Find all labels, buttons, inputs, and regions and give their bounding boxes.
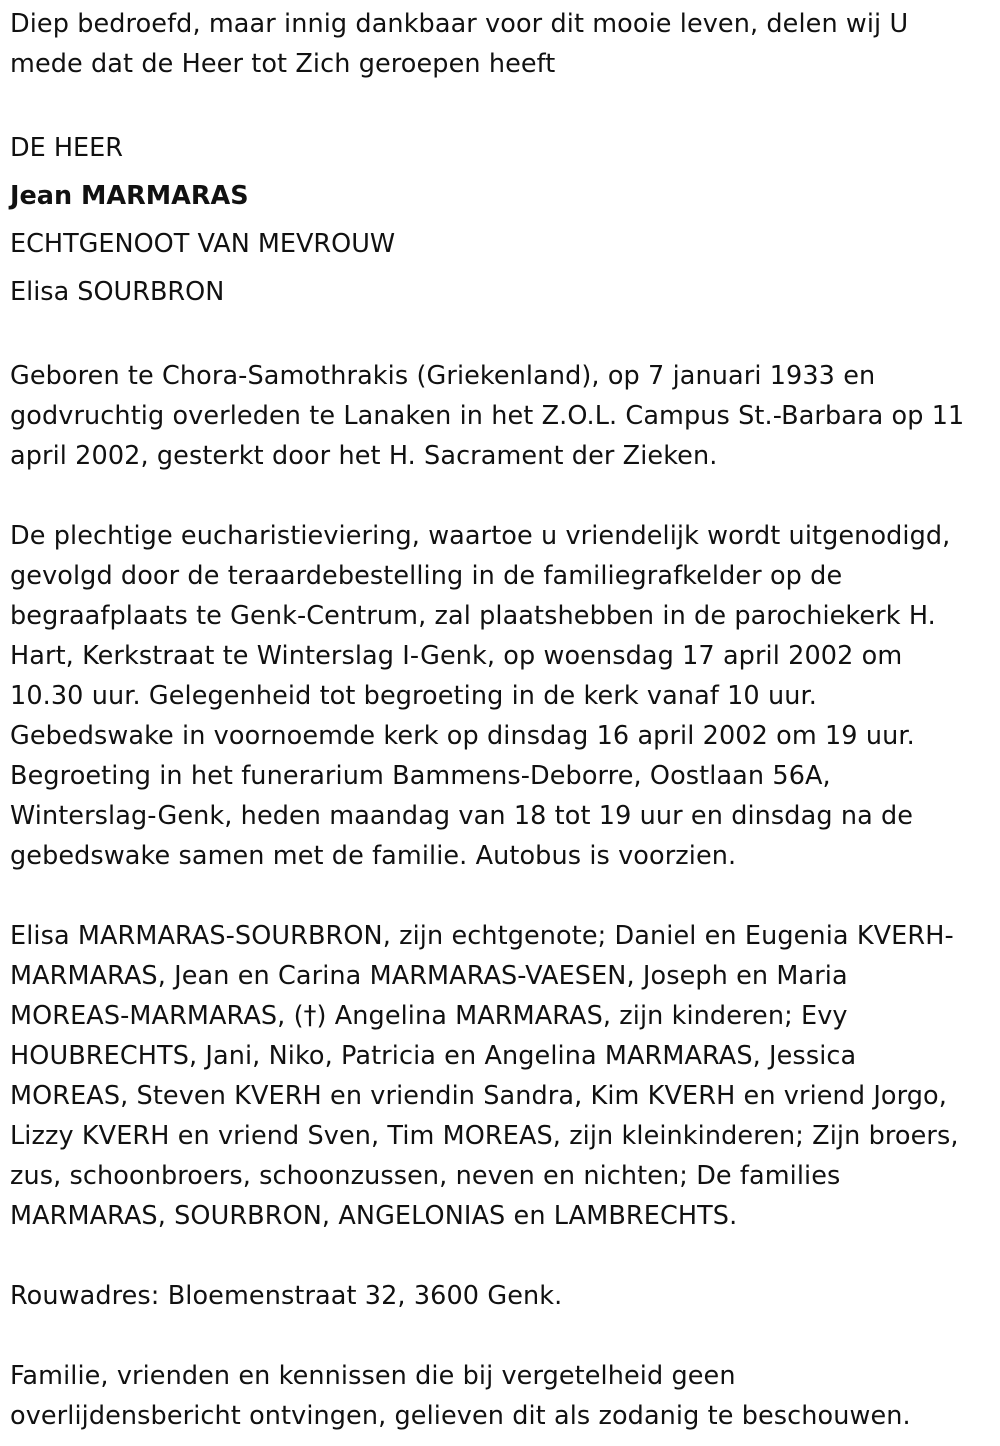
closing-paragraph bbox=[10, 1356, 1000, 1436]
birth-paragraph bbox=[10, 356, 1000, 476]
mourning-address: Rouwadres: Bloemenstraat 32, 3600 Genk. bbox=[10, 1281, 563, 1311]
family-line: Lizzy KVERH en vriend Sven, Tim MOREAS, zijn kleinkinderen; Zijn broers, bbox=[10, 1121, 959, 1151]
deceased-relation: ECHTGENOOT VAN MEVROUW bbox=[10, 229, 396, 259]
family-line: MOREAS, Steven KVERH en vriendin Sandra, Kim KVERH en vriend Jorgo, bbox=[10, 1081, 947, 1111]
ceremony-line: Gebedswake in voornoemde kerk op dinsdag 16 april 2002 om 19 uur. bbox=[10, 721, 915, 751]
intro-line-1: Diep bedroefd, maar innig dankbaar voor dit mooie leven, delen wij U bbox=[10, 9, 909, 39]
ceremony-line: Hart, Kerkstraat te Winterslag I-Genk, op woensdag 17 april 2002 om bbox=[10, 641, 903, 671]
spouse-name: Elisa SOURBRON bbox=[10, 277, 225, 307]
ceremony-line: 10.30 uur. Gelegenheid tot begroeting in de kerk vanaf 10 uur. bbox=[10, 681, 817, 711]
intro-paragraph bbox=[10, 4, 1000, 84]
deceased-title: DE HEER bbox=[10, 133, 123, 163]
family-line: MARMARAS, Jean en Carina MARMARAS-VAESEN, Joseph en Maria bbox=[10, 961, 848, 991]
birth-line: godvruchtig overleden te Lanaken in het Z.O.L. Campus St.-Barbara op 11 bbox=[10, 401, 965, 431]
family-line: Elisa MARMARAS-SOURBRON, zijn echtgenote; Daniel en Eugenia KVERH- bbox=[10, 921, 954, 951]
ceremony-line: gevolgd door de teraardebestelling in de familiegrafkelder op de bbox=[10, 561, 843, 591]
ceremony-line: Begroeting in het funerarium Bammens-Deborre, Oostlaan 56A, bbox=[10, 761, 831, 791]
ceremony-line: gebedswake samen met de familie. Autobus is voorzien. bbox=[10, 841, 737, 871]
closing-line: Familie, vrienden en kennissen die bij vergetelheid geen bbox=[10, 1361, 736, 1391]
ceremony-line: De plechtige eucharistieviering, waartoe u vriendelijk wordt uitgenodigd, bbox=[10, 521, 951, 551]
deceased-name: Jean MARMARAS bbox=[10, 181, 249, 211]
family-paragraph bbox=[10, 916, 1000, 1236]
family-line: MARMARAS, SOURBRON, ANGELONIAS en LAMBRECHTS. bbox=[10, 1201, 738, 1231]
family-line: MOREAS-MARMARAS, (†) Angelina MARMARAS, zijn kinderen; Evy bbox=[10, 1001, 848, 1031]
ceremony-paragraph bbox=[10, 516, 1000, 876]
ceremony-line: begraafplaats te Genk-Centrum, zal plaatshebben in de parochiekerk H. bbox=[10, 601, 936, 631]
birth-line: april 2002, gesterkt door het H. Sacrament der Zieken. bbox=[10, 441, 718, 471]
birth-line: Geboren te Chora-Samothrakis (Griekenland), op 7 januari 1933 en bbox=[10, 361, 876, 391]
deceased-block bbox=[10, 124, 1000, 316]
intro-line-2: mede dat de Heer tot Zich geroepen heeft bbox=[10, 49, 556, 79]
family-line: zus, schoonbroers, schoonzussen, neven en nichten; De families bbox=[10, 1161, 841, 1191]
family-line: HOUBRECHTS, Jani, Niko, Patricia en Angelina MARMARAS, Jessica bbox=[10, 1041, 857, 1071]
closing-line: overlijdensbericht ontvingen, gelieven dit als zodanig te beschouwen. bbox=[10, 1401, 911, 1431]
ceremony-line: Winterslag-Genk, heden maandag van 18 tot 19 uur en dinsdag na de bbox=[10, 801, 914, 831]
